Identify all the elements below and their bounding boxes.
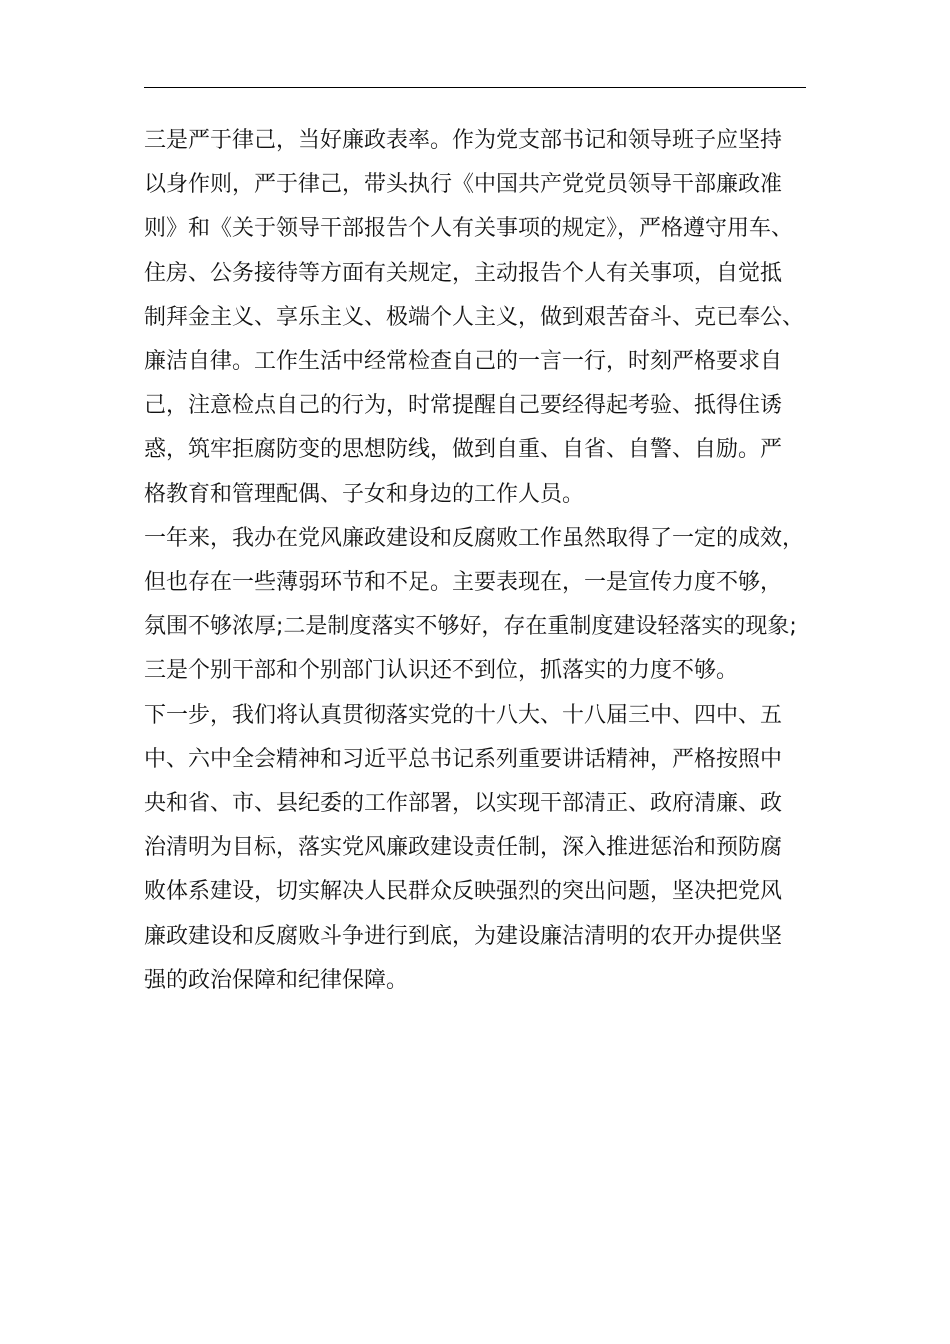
- paragraph-next-steps: 下一步，我们将认真贯彻落实党的十八大、十八届三中、四中、五 中、六中全会精神和习近平总书记系列重要讲话精神，严格按照中 央和省、市、县纪委的工作部署，以实现干部清正、政府清廉、政 治清明为目标，落实党风廉政建设责任制，深入推进惩治和预防腐 败体系建设，切实解决人民群众反映强烈的突出问题，坚决把党风 廉政建设和反腐败斗争进行到底，为建设廉洁清明的农开办提供坚 强的政治保障和纪律保障。: [144, 702, 783, 993]
- document-body: [144, 119, 824, 1003]
- header-rule: [144, 87, 806, 88]
- paragraph-shortcomings: 一年来，我办在党风廉政建设和反腐败工作虽然取得了一定的成效， 但也存在一些薄弱环节和不足。主要表现在，一是宣传力度不够， 氛围不够浓厚;二是制度落实不够好，存在重制度建设轻落实的现象; 三是个别干部和个别部门认识还不到位，抓落实的力度不够。: [144, 525, 805, 684]
- paragraph-integrity-self-discipline: 三是严于律己，当好廉政表率。作为党支部书记和领导班子应坚持 以身作则，严于律己，带头执行《中国共产党党员领导干部廉政准 则》和《关于领导干部报告个人有关事项的规定》，严格遵守用车、 住房、公务接待等方面有关规定，主动报告个人有关事项，自觉抵 制拜金主义、享乐主义、极端个人主义，做到艰苦奋斗、克已奉公、 廉洁自律。工作生活中经常检查自己的一言一行，时刻严格要求自 己，注意检点自己的行为，时常提醒自己要经得起考验、抵得住诱 惑，筑牢拒腐防变的思想防线，做到自重、自省、自警、自励。严 格教育和管理配偶、子女和身边的工作人员。: [144, 128, 805, 507]
